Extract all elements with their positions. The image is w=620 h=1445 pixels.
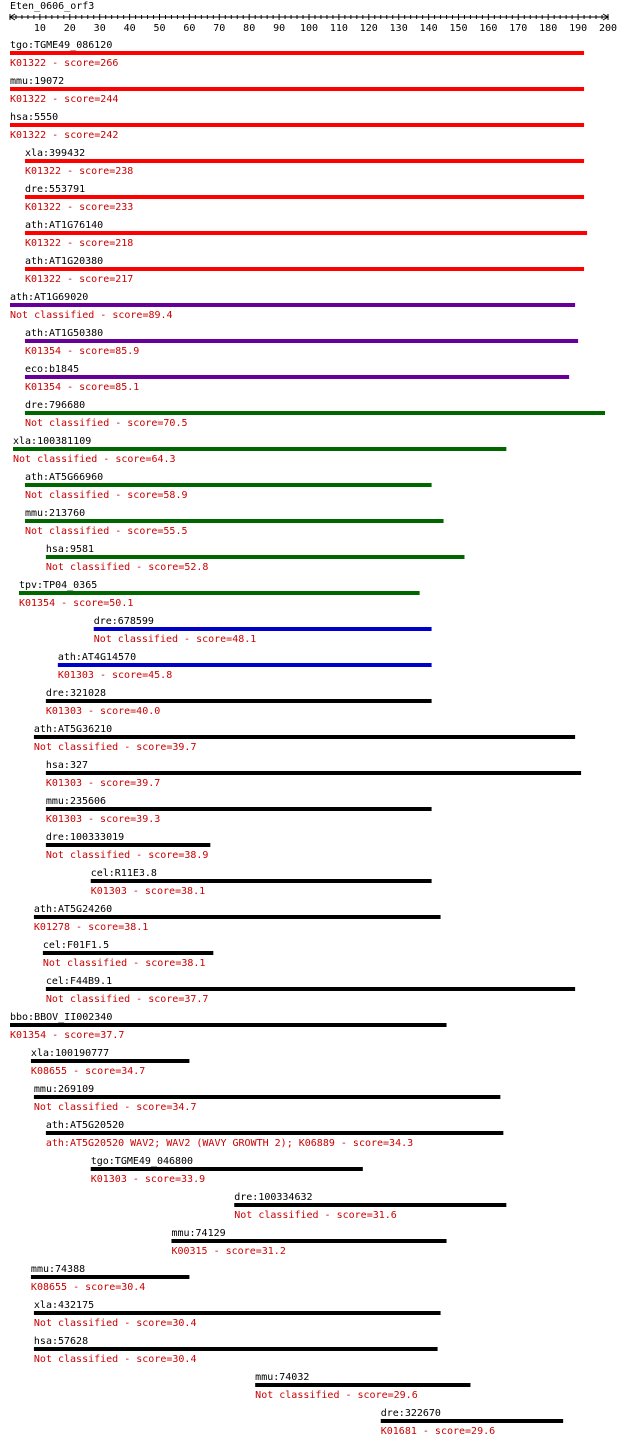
hit-detail: K01322 - score=233	[24, 202, 134, 213]
hit-name[interactable]: ath:AT5G66960	[24, 472, 104, 483]
hit-row[interactable]	[25, 220, 587, 249]
hit-bar[interactable]	[10, 123, 584, 127]
axis-tick-label: 60	[183, 23, 196, 34]
hit-row[interactable]	[25, 364, 569, 393]
hit-detail: K01322 - score=244	[10, 94, 119, 105]
hit-row[interactable]	[25, 184, 584, 213]
hit-row[interactable]	[43, 940, 213, 969]
hit-detail: ath:AT5G20520 WAV2; WAV2 (WAVY GROWTH 2); K06889 - score=34.3	[45, 1138, 414, 1149]
hit-row[interactable]	[46, 832, 210, 861]
hit-name[interactable]: dre:796680	[24, 400, 86, 411]
axis-tick-label: 130	[389, 23, 408, 34]
hit-bar[interactable]	[31, 1275, 189, 1279]
hit-row[interactable]	[25, 472, 432, 501]
hit-detail: Not classified - score=48.1	[93, 634, 257, 645]
axis-tick-label: 50	[153, 23, 166, 34]
hit-list	[10, 40, 605, 1437]
hit-name[interactable]: ath:AT5G20520	[45, 1120, 125, 1131]
hit-detail: Not classified - score=30.4	[33, 1318, 197, 1329]
hit-detail: Not classified - score=38.9	[45, 850, 209, 861]
hit-row[interactable]	[381, 1408, 563, 1437]
hit-row[interactable]	[10, 40, 584, 69]
hit-row[interactable]	[10, 1012, 447, 1041]
hit-row[interactable]	[94, 616, 432, 645]
hit-bar[interactable]	[25, 411, 605, 415]
hit-row[interactable]	[10, 292, 575, 321]
hit-detail: K01322 - score=217	[24, 274, 134, 285]
hit-name[interactable]: mmu:235606	[45, 796, 107, 807]
axis-tick-label: 170	[509, 23, 528, 34]
hit-row[interactable]	[25, 256, 584, 285]
hit-bar[interactable]	[94, 627, 432, 631]
axis-tick-label: 150	[449, 23, 468, 34]
hit-name[interactable]: hsa:327	[45, 760, 89, 771]
hit-name[interactable]: mmu:213760	[24, 508, 86, 519]
hit-detail: Not classified - score=34.7	[33, 1102, 197, 1113]
hit-bar[interactable]	[34, 1347, 438, 1351]
hit-row[interactable]	[34, 1300, 441, 1329]
hit-detail: Not classified - score=52.8	[45, 562, 209, 573]
hit-row[interactable]	[34, 724, 575, 753]
hit-name[interactable]: cel:F01F1.5	[42, 940, 110, 951]
hit-detail: K01303 - score=40.0	[45, 706, 161, 717]
hit-name[interactable]: hsa:57628	[33, 1336, 89, 1347]
hit-bar[interactable]	[58, 663, 432, 667]
hit-row[interactable]	[91, 868, 432, 897]
hit-detail: K01322 - score=218	[24, 238, 134, 249]
hit-bar[interactable]	[381, 1419, 563, 1423]
hit-name[interactable]: xla:432175	[33, 1300, 95, 1311]
hit-detail: Not classified - score=55.5	[24, 526, 188, 537]
hit-detail: K01354 - score=85.1	[24, 382, 140, 393]
hit-detail: Not classified - score=38.1	[42, 958, 206, 969]
hit-name[interactable]: ath:AT4G14570	[57, 652, 137, 663]
hit-bar[interactable]	[34, 1095, 500, 1099]
hit-row[interactable]	[31, 1264, 189, 1293]
hit-name[interactable]: dre:100333019	[45, 832, 125, 843]
hit-bar[interactable]	[34, 735, 575, 739]
hit-detail: K01303 - score=39.7	[45, 778, 161, 789]
axis-tick-label: 120	[359, 23, 378, 34]
hit-bar[interactable]	[25, 195, 584, 199]
hit-bar[interactable]	[25, 483, 432, 487]
axis-tick-label: 190	[569, 23, 588, 34]
hit-bar[interactable]	[10, 1023, 447, 1027]
ruler-axis	[10, 14, 617, 34]
hit-row[interactable]	[46, 976, 575, 1005]
hit-bar[interactable]	[10, 87, 584, 91]
hit-row[interactable]	[13, 436, 506, 465]
hit-name[interactable]: dre:322670	[380, 1408, 441, 1419]
hit-name[interactable]: cel:R11E3.8	[90, 868, 157, 879]
hit-row[interactable]	[25, 508, 444, 537]
hit-detail: K01681 - score=29.6	[380, 1426, 496, 1437]
hit-name[interactable]: dre:553791	[24, 184, 86, 195]
hit-name[interactable]: ath:AT1G50380	[24, 328, 104, 339]
hit-name[interactable]: tgo:TGME49_046800	[90, 1156, 194, 1167]
hit-name[interactable]: tpv:TP04_0365	[18, 580, 98, 591]
hit-name[interactable]: ath:AT1G69020	[10, 292, 89, 303]
axis-tick-label: 180	[539, 23, 558, 34]
hit-detail: K01354 - score=50.1	[18, 598, 134, 609]
hit-row[interactable]	[34, 1084, 500, 1113]
hit-bar[interactable]	[25, 375, 569, 379]
hit-detail: Not classified - score=29.6	[255, 1390, 418, 1401]
hit-name[interactable]: dre:678599	[93, 616, 154, 627]
hit-name[interactable]: mmu:269109	[33, 1084, 95, 1095]
hit-row[interactable]	[234, 1192, 506, 1221]
hit-row[interactable]	[31, 1048, 189, 1077]
hit-name[interactable]: ath:AT5G36210	[33, 724, 113, 735]
hit-name[interactable]: xla:100190777	[30, 1048, 110, 1059]
hit-row[interactable]	[25, 328, 578, 357]
hit-bar[interactable]	[43, 951, 213, 955]
hit-detail: K01354 - score=37.7	[10, 1030, 125, 1041]
axis-tick-label: 140	[419, 23, 438, 34]
hit-name[interactable]: eco:b1845	[24, 364, 80, 375]
hit-detail: K00315 - score=31.2	[171, 1246, 286, 1257]
hit-row[interactable]	[58, 652, 432, 681]
hit-row[interactable]	[25, 148, 584, 177]
axis-tick-label: 30	[93, 23, 106, 34]
hit-name[interactable]: hsa:5550	[10, 112, 59, 123]
hit-bar[interactable]	[25, 339, 578, 343]
hit-name[interactable]: hsa:9581	[45, 544, 95, 555]
hit-row[interactable]	[10, 112, 584, 141]
hit-detail: K01322 - score=266	[10, 58, 119, 69]
hit-detail: K01303 - score=45.8	[57, 670, 173, 681]
hit-detail: K08655 - score=30.4	[30, 1282, 146, 1293]
hit-detail: Not classified - score=70.5	[24, 418, 188, 429]
hit-row[interactable]	[46, 1120, 503, 1149]
hit-detail: K08655 - score=34.7	[30, 1066, 146, 1077]
hit-detail: K01303 - score=39.3	[45, 814, 161, 825]
hit-bar[interactable]	[13, 447, 506, 451]
hit-name[interactable]: xla:100381109	[12, 436, 92, 447]
axis-tick-label: 90	[273, 23, 286, 34]
hit-bar[interactable]	[91, 1167, 363, 1171]
hit-bar[interactable]	[46, 807, 432, 811]
hit-bar[interactable]	[46, 555, 465, 559]
hit-bar[interactable]	[46, 843, 210, 847]
query-title: Eten_0606_orf3	[10, 1, 95, 12]
axis-tick-label: 100	[299, 23, 319, 34]
hit-row[interactable]	[19, 580, 420, 609]
hit-detail: K01303 - score=38.1	[90, 886, 206, 897]
hit-name[interactable]: ath:AT1G76140	[24, 220, 104, 231]
hit-name[interactable]: dre:321028	[45, 688, 107, 699]
hit-name[interactable]: bbo:BBOV_II002340	[10, 1012, 113, 1023]
hit-detail: Not classified - score=64.3	[12, 454, 176, 465]
hit-bar[interactable]	[19, 591, 420, 595]
hit-name[interactable]: mmu:74388	[30, 1264, 86, 1275]
hit-detail: K01322 - score=242	[10, 130, 119, 141]
hit-name[interactable]: mmu:74129	[171, 1228, 226, 1239]
axis-tick-label: 200	[598, 23, 618, 34]
axis-tick-label: 70	[213, 23, 226, 34]
hit-row[interactable]	[46, 796, 432, 825]
hit-detail: K01322 - score=238	[24, 166, 134, 177]
hit-bar[interactable]	[234, 1203, 506, 1207]
hit-name[interactable]: tgo:TGME49_086120	[10, 40, 113, 51]
axis-tick-label: 160	[479, 23, 498, 34]
hit-name[interactable]: dre:100334632	[234, 1192, 313, 1203]
hit-row[interactable]	[255, 1372, 470, 1401]
hit-bar[interactable]	[25, 159, 584, 163]
hit-bar[interactable]	[46, 699, 432, 703]
hit-bar[interactable]	[34, 915, 441, 919]
hit-row[interactable]	[25, 400, 605, 429]
hit-bar[interactable]	[255, 1383, 470, 1387]
hit-detail: Not classified - score=89.4	[10, 310, 173, 321]
hit-row[interactable]	[34, 1336, 438, 1365]
hit-detail: Not classified - score=31.6	[234, 1210, 397, 1221]
hit-bar[interactable]	[25, 267, 584, 271]
hit-bar[interactable]	[25, 519, 444, 523]
axis-tick-label: 20	[63, 23, 76, 34]
hit-name[interactable]: ath:AT5G24260	[33, 904, 113, 915]
hit-name[interactable]: mmu:74032	[255, 1372, 310, 1383]
hit-detail: K01354 - score=85.9	[24, 346, 140, 357]
axis-tick-label: 10	[33, 23, 46, 34]
hit-bar[interactable]	[10, 51, 584, 55]
hit-row[interactable]	[91, 1156, 363, 1185]
hit-row[interactable]	[10, 76, 584, 105]
hit-row[interactable]	[171, 1228, 446, 1257]
hit-bar[interactable]	[10, 303, 575, 307]
axis-tick-label: 40	[123, 23, 136, 34]
hit-row[interactable]	[46, 688, 432, 717]
hit-bar[interactable]	[34, 1311, 441, 1315]
hit-name[interactable]: cel:F44B9.1	[45, 976, 113, 987]
hit-name[interactable]: ath:AT1G20380	[24, 256, 104, 267]
hit-bar[interactable]	[46, 987, 575, 991]
hit-bar[interactable]	[31, 1059, 189, 1063]
axis-tick-label: 110	[329, 23, 348, 34]
hit-row[interactable]	[34, 904, 441, 933]
axis-tick-label: 80	[243, 23, 256, 34]
hit-bar[interactable]	[46, 1131, 503, 1135]
hit-bar[interactable]	[25, 231, 587, 235]
hit-bar[interactable]	[171, 1239, 446, 1243]
hit-row[interactable]	[46, 544, 465, 573]
hit-detail: Not classified - score=30.4	[33, 1354, 197, 1365]
hit-bar[interactable]	[46, 771, 581, 775]
hit-name[interactable]: mmu:19072	[10, 76, 65, 87]
hit-detail: K01303 - score=33.9	[90, 1174, 206, 1185]
hit-detail: K01278 - score=38.1	[33, 922, 149, 933]
hit-bar[interactable]	[91, 879, 432, 883]
hit-name[interactable]: xla:399432	[24, 148, 86, 159]
hit-detail: Not classified - score=39.7	[33, 742, 197, 753]
hit-detail: Not classified - score=37.7	[45, 994, 209, 1005]
hit-detail: Not classified - score=58.9	[24, 490, 188, 501]
hit-row[interactable]	[46, 760, 581, 789]
